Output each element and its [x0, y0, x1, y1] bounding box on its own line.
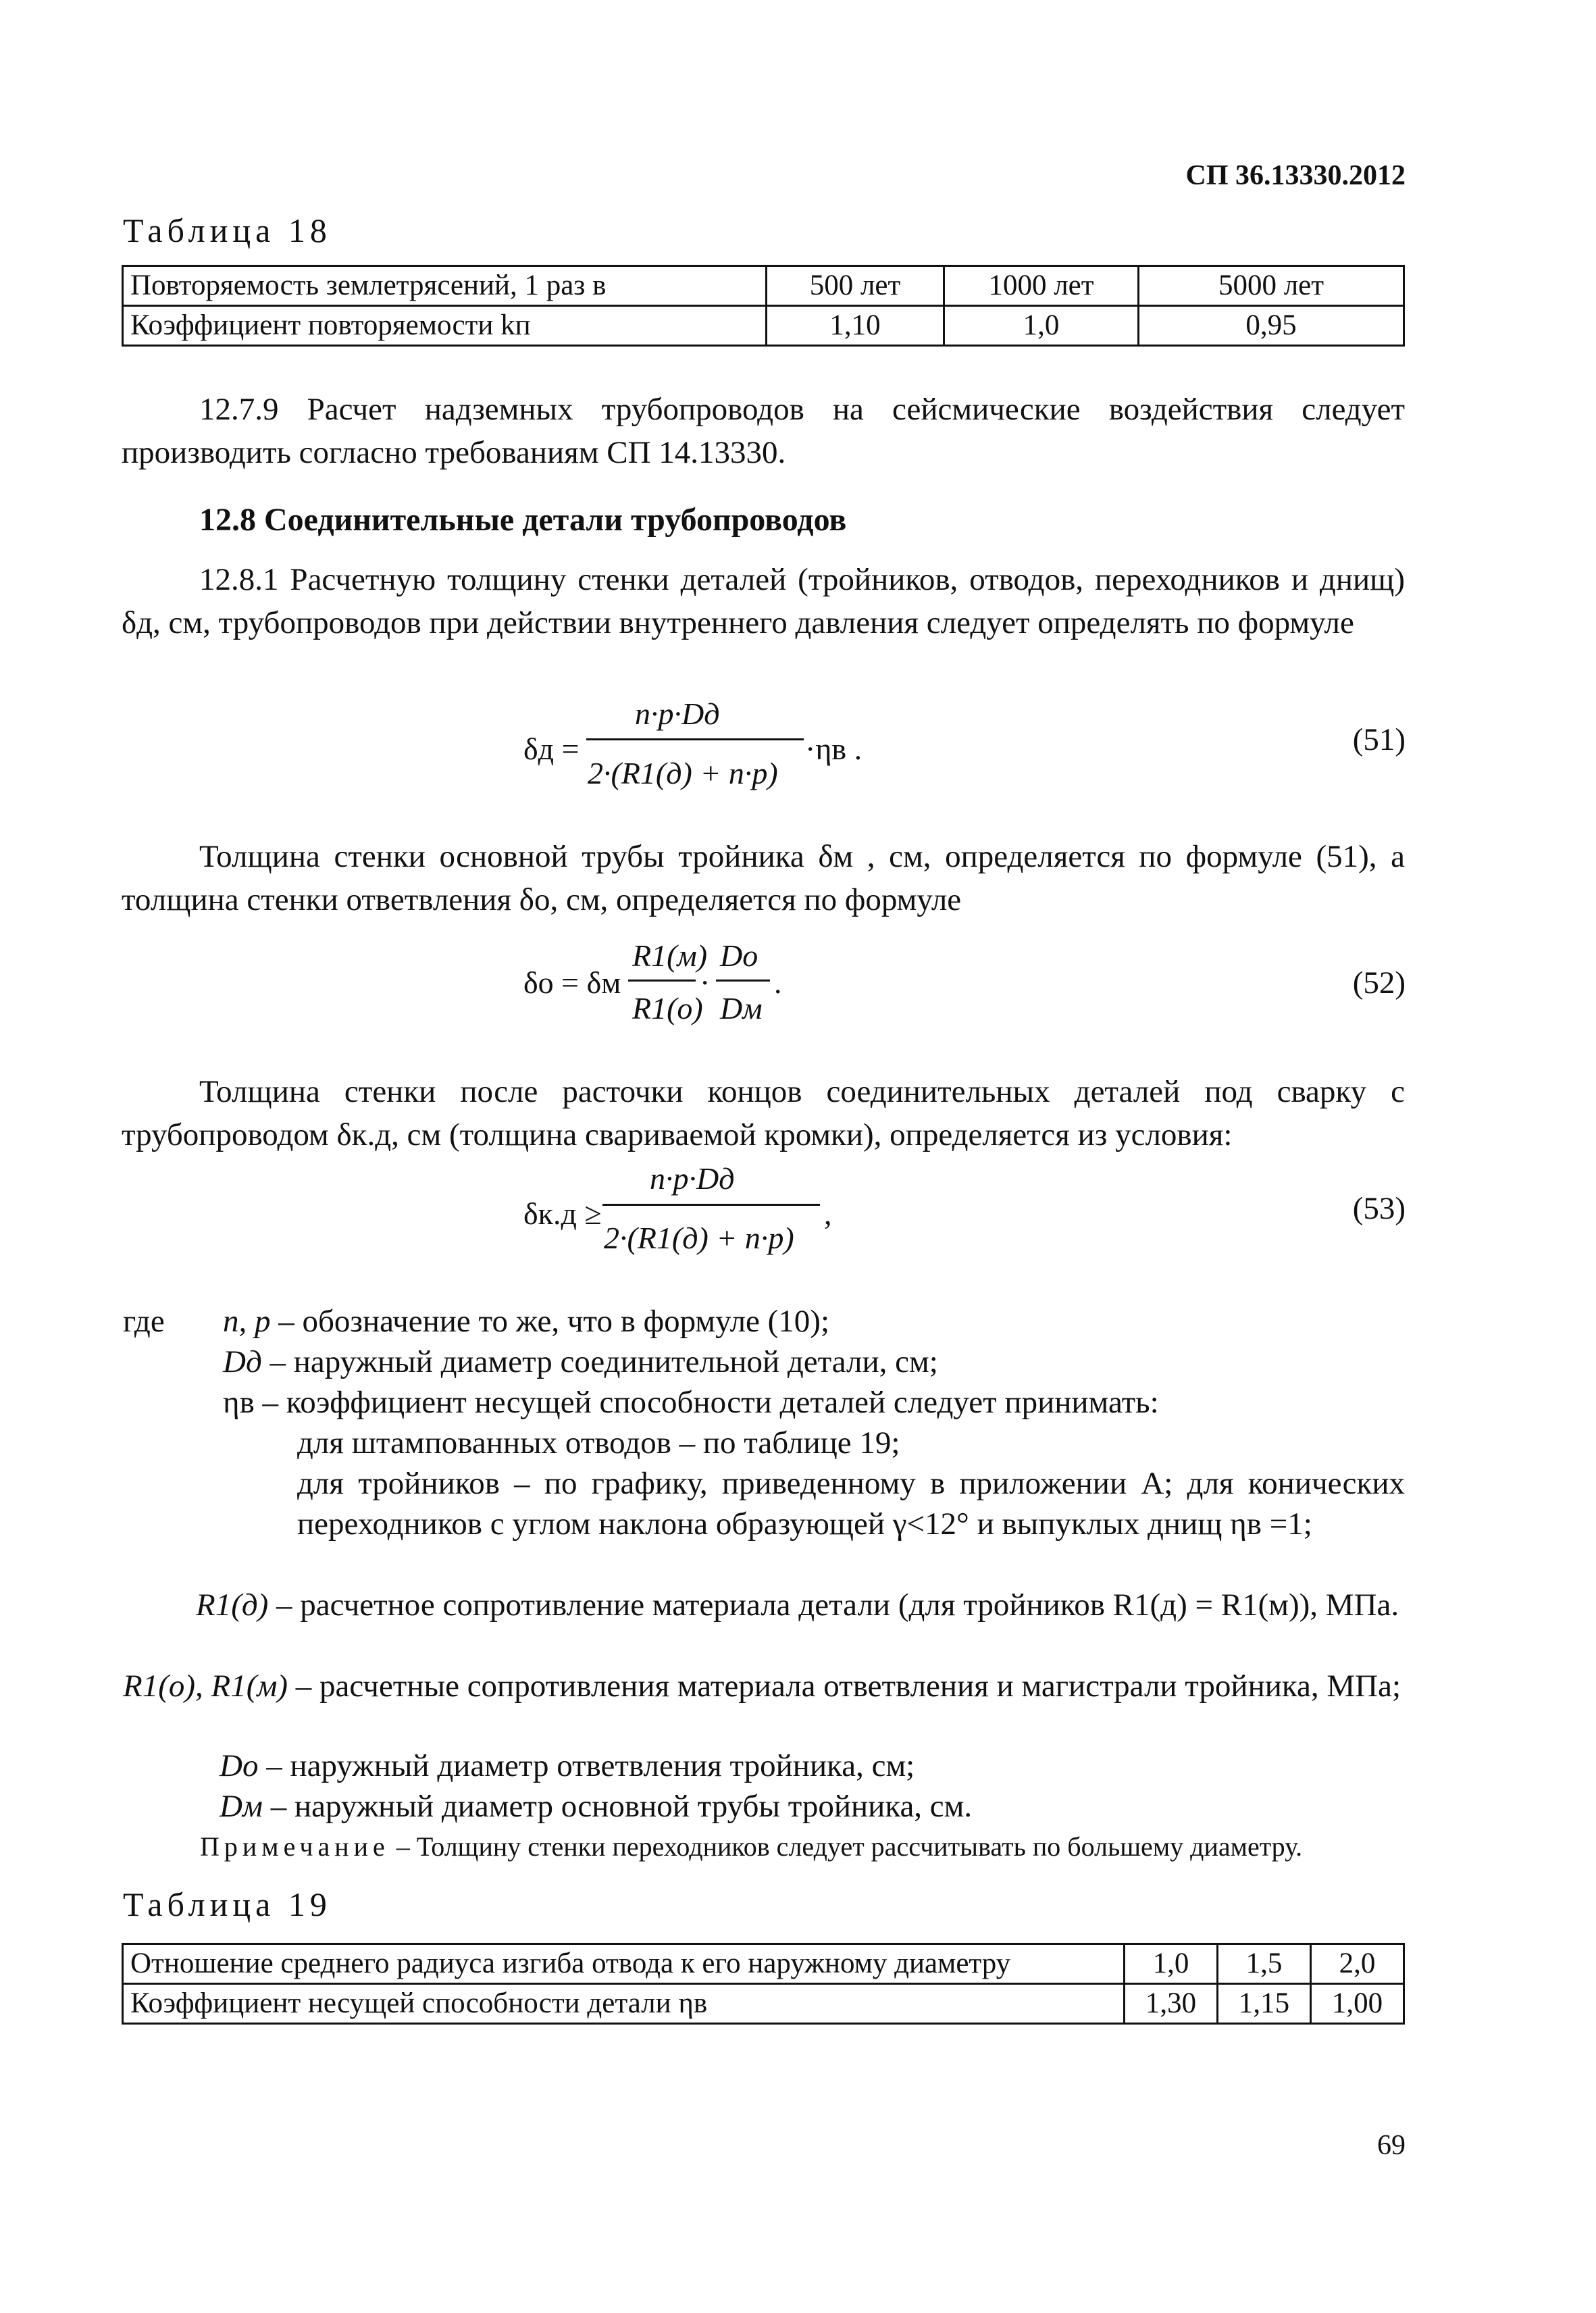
definition-symbol: ηв — [223, 1385, 255, 1420]
table-cell: 1,5 — [1218, 1944, 1311, 1984]
table-row — [123, 306, 1404, 346]
formula-52-den2: Dм — [720, 991, 763, 1025]
note-text: – Толщину стенки переходников следует рассчитывать по большему диаметру. — [396, 1831, 1303, 1862]
note — [200, 1831, 1302, 1862]
table-cell: 1,10 — [767, 306, 944, 346]
paragraph-after-51: Толщина стенки основной трубы тройника δм , см, определяется по формуле (51), а толщина стенки ответвления δо, см, определяется по формуле — [122, 839, 1405, 917]
page-number: 69 — [1377, 2130, 1406, 2161]
definition-text: – расчетное сопротивление материала детали (для тройников R1(д) = R1(м)), МПа. — [276, 1587, 1399, 1623]
note-label: Примечание — [200, 1831, 390, 1862]
formula-53-lhs: δк.д ≥ — [523, 1196, 602, 1231]
table-cell: 1000 лет — [944, 266, 1139, 306]
fraction-bar — [628, 980, 696, 982]
formula-53-denominator: 2·(R1(д) + n·p) — [604, 1221, 794, 1255]
paragraph-after-52: Толщина стенки после расточки концов соединительных деталей под сварку с трубопроводом δк.д, см (толщина свариваемой кромки), определяется из условия: — [122, 1074, 1405, 1152]
definition-symbol: R1(о), R1(м) — [123, 1669, 288, 1704]
definition-symbol: Dд — [223, 1344, 262, 1379]
table-cell: 1,15 — [1218, 1984, 1311, 2024]
formula-52-num2: Dо — [720, 938, 758, 973]
definition-symbol: R1(д) — [196, 1587, 269, 1623]
table-cell: 2,0 — [1311, 1944, 1404, 1984]
table-row — [123, 1984, 1404, 2024]
definition-item — [223, 1342, 938, 1382]
table-cell: Отношение среднего радиуса изгиба отвода к его наружному диаметру — [123, 1944, 1125, 1984]
table-cell: Коэффициент несущей способности детали ηв — [123, 1984, 1125, 2024]
fraction-bar — [602, 1204, 820, 1206]
paragraph-12-7-9: 12.7.9 Расчет надземных трубопроводов на сейсмические воздействия следует производить согласно требованиям СП 14.13330. — [122, 392, 1405, 470]
table-row — [123, 266, 1404, 306]
table-cell: 1,0 — [1125, 1944, 1218, 1984]
definition-symbol: n, p — [223, 1304, 271, 1339]
definition-subitem: для штампованных отводов – по таблице 19; — [297, 1425, 900, 1460]
table-cell: Коэффициент повторяемости kп — [123, 306, 767, 346]
table-18-caption: Таблица 18 — [123, 211, 332, 249]
table-18 — [122, 265, 1405, 347]
formula-52-period: . — [774, 965, 782, 1000]
fraction-bar — [716, 980, 770, 982]
definition-item — [196, 1585, 1405, 1625]
definition-text: – коэффициент несущей способности деталей следует принимать: — [262, 1385, 1159, 1420]
table-19 — [122, 1943, 1405, 2025]
definition-text: – наружный диаметр ответвления тройника, см; — [266, 1748, 915, 1783]
formula-53-numerator: n·p·Dд — [650, 1161, 735, 1196]
formula-52-num1: R1(м) — [632, 938, 708, 973]
table-cell: 500 лет — [767, 266, 944, 306]
equation-number-51: (51) — [1352, 722, 1406, 757]
paragraph-12-8-1: 12.8.1 Расчетную толщину стенки деталей (тройников, отводов, переходников и днищ) δд, см, трубопроводов при действии внутреннего давления следует определять по формуле — [122, 562, 1405, 640]
table-row — [123, 1944, 1404, 1984]
table-cell: 5000 лет — [1139, 266, 1404, 306]
definition-item — [220, 1786, 972, 1827]
formula-51-denominator: 2·(R1(д) + n·p) — [588, 756, 778, 790]
table-cell: 1,30 — [1125, 1984, 1218, 2024]
section-heading-12-8: 12.8 Соединительные детали трубопроводов — [199, 502, 847, 538]
definition-item — [220, 1746, 915, 1786]
fraction-bar — [586, 738, 804, 740]
formula-52-den1: R1(о) — [632, 991, 703, 1025]
definition-symbol: Dм — [220, 1789, 263, 1824]
definition-text: – обозначение то же, что в формуле (10); — [278, 1304, 830, 1339]
equation-number-53: (53) — [1352, 1191, 1406, 1226]
definition-item — [123, 1666, 1405, 1706]
formula-52-lhs: δо = δм — [523, 965, 621, 1000]
where-label: где — [123, 1304, 165, 1339]
formula-53-tail: , — [824, 1196, 832, 1231]
table-19-caption: Таблица 19 — [123, 1885, 332, 1923]
definition-text: – наружный диаметр соединительной детали, см; — [269, 1344, 938, 1379]
formula-51-numerator: n·p·Dд — [635, 696, 720, 731]
table-cell: 0,95 — [1139, 306, 1404, 346]
definition-text: – расчетные сопротивления материала ответвления и магистрали тройника, МПа; — [295, 1669, 1401, 1704]
definition-text: – наружный диаметр основной трубы тройника, см. — [270, 1789, 973, 1824]
definition-item — [223, 1301, 829, 1342]
definition-item — [223, 1382, 1159, 1423]
table-cell: Повторяемость землетрясений, 1 раз в — [123, 266, 767, 306]
definition-symbol: Dо — [220, 1748, 259, 1783]
document-code: СП 36.13330.2012 — [1185, 160, 1406, 191]
table-cell: 1,0 — [944, 306, 1139, 346]
table-cell: 1,00 — [1311, 1984, 1404, 2024]
formula-51-lhs: δд = — [523, 732, 580, 766]
formula-51-tail: ·ηв . — [805, 732, 863, 766]
equation-number-52: (52) — [1352, 965, 1406, 1000]
formula-52-dot: · — [700, 965, 711, 1000]
definition-subitem: для тройников – по графику, приведенному в приложении А; для конических переходников с углом наклона образующей γ<12° и выпуклых днищ ηв =1; — [297, 1466, 1405, 1542]
